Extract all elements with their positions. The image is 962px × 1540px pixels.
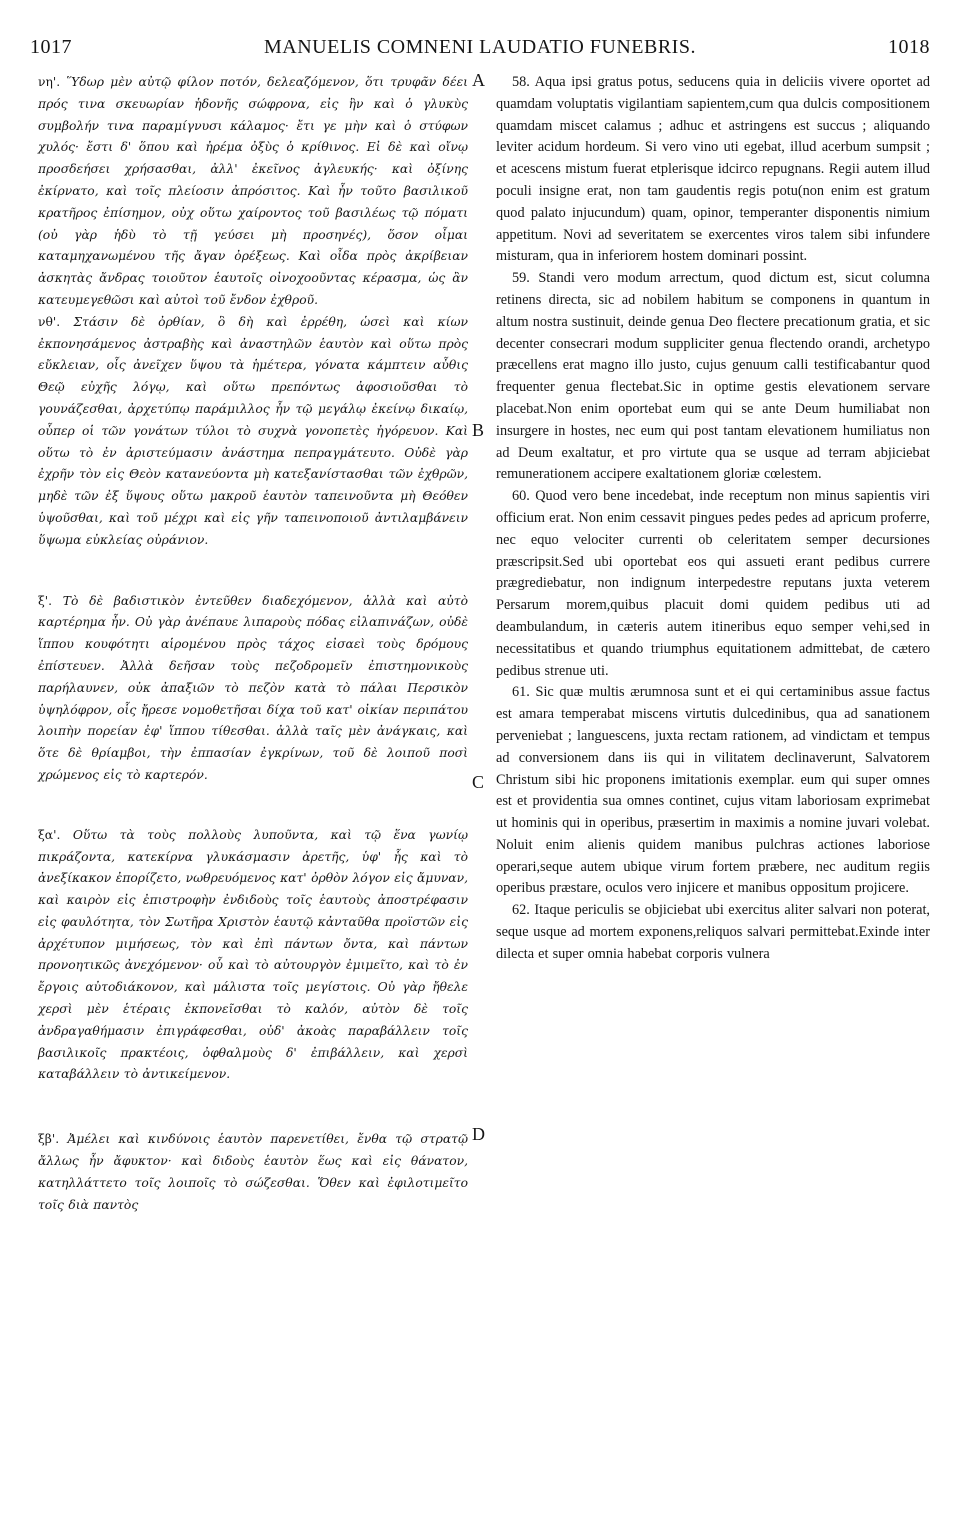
latin-column bbox=[496, 72, 930, 966]
latin-paragraph-61 bbox=[496, 682, 930, 900]
section-number: ξβ'. bbox=[38, 1132, 60, 1147]
paragraph-text: Στάσιν δὲ ὀρθίαν, ὃ δὴ καὶ ἐρρέθη, ὡσεὶ καὶ κίων ἐκπονησάμενος ἀστραβὴς καὶ ἀναστηλῶν ἑαυτὸν καὶ οὕτω πρὸς εὔκλειαν, οἷς ἀνεῖχεν ὕψου τὰ ἡμέτερα, γόνατα κάμπτειν αὖθις Θεῷ εὐχῆς λόγῳ, καὶ οὕτω πρεπόντως ἀφοσιοῦσθαι τὸ γουνάζεσθαι, ἀρχετύπῳ παράμιλλος ἦν τῷ μεγάλῳ ἐκείνῳ δικαίῳ, οὗπερ οἱ τῶν γονάτων τύλοι τὸ συχνὰ γονοπετὲς ἠγόρευον. Καὶ οὕτω τὸ ἐν ἀριστεύμασιν ἀνάστημα πεπραγμάτευτο. Οὐδὲ γὰρ ἐχρῆν τὸν εἰς Θεὸν κατανεύοντα μὴ κατεξανίστασθαι τῶν ἐχθρῶν, μηδὲ τῶν ἐξ ὕψους οὕτω μακροῦ ἑαυτὸν ταπεινοῦντα μὴ Θεόθεν ὑψοῦσθαι, καὶ τοῦ μέχρι καὶ εἰς γῆν ταπεινοποιοῦ ἀντιλαμβάνειν ὕψωμα εὐκλείας οὐράνιον. bbox=[38, 314, 468, 547]
greek-paragraph-58 bbox=[38, 72, 468, 312]
paragraph-text: Οὕτω τὰ τοὺς πολλοὺς λυποῦντα, καὶ τῷ ἕνα γωνίῳ πικράζοντα, κατεκίρνα γλυκάσμασιν ἀρετῆς, ὑφ' ἧς καὶ τὸ ἀνεξίκακον ἐπορίζετο, νωθρευόμενος κατ' ὀρθὸν λόγον εἰς ἄμυναν, καὶ καιρὸν εἰς ἐπιστροφὴν ἐνδιδοὺς τοῖς ἑαυτοὺς ἀποστρέφασιν εἰς φαυλότητα, τὸν Σωτῆρα Χριστὸν ἑαυτῷ κἀνταῦθα προϊστῶν εἰς ἀρχέτυπον μιμήσεως, τὸν καὶ ἐπὶ πάντων ὄντα, καὶ πάντων προνοητικῶς ἀνεχόμενον· οὗ καὶ τὸ αὐτουργὸν ἐμιμεῖτο, καὶ τὸ ἐν ἔργοις αὐτοδιάκονον, καὶ μάλιστα τοῖς μεγίστοις. Οὐ γὰρ ἤθελε χερσὶ μὲν ἑτέραις ἐκπονεῖσθαι τὸ καλόν, αὐτὸν δὲ τοῖς ἀνδραγαθήμασιν ἐπιγράφεσθαι, οὐδ' ἀκοὰς παραβάλλειν τοῖς βασιλικοῖς πρακτέοις, ὀφθαλμοὺς δ' ἐπιβάλλειν, καὶ χερσὶ καταβάλλειν τὸ ἀντικείμενον. bbox=[38, 827, 468, 1082]
running-title: MANUELIS COMNENI LAUDATIO FUNEBRIS. bbox=[264, 36, 696, 58]
greek-paragraph-61 bbox=[38, 825, 468, 1087]
section-number: νθ'. bbox=[38, 314, 61, 329]
paragraph-text: Itaque periculis se objiciebat ubi exercitus aliter salvari non poterat, seque usque ad mortem exponens,reliquos salvari permittebat.Exinde inter dilecta et super omnia habebat corporis vulnera bbox=[496, 902, 930, 962]
paragraph-text: Τὸ δὲ βαδιστικὸν ἐντεῦθεν διαδεχόμενον, ἀλλὰ καὶ αὐτὸ καρτέρημα ἦν. Οὐ γὰρ ἀνέπαυε λιπαροὺς πόδας εἰλαπινάζων, οὐδὲ ἵππου κουφότητι αἱρομένου πρὸς τάχος εἰσαεὶ τοὺς δρόμους ἐπίστευεν. Ἀλλὰ δεῆσαν τοὺς πεζοδρομεῖν ἐπιστημονικοὺς παρήλαυνεν, οὐκ ἀπαξιῶν τὸ πεζὸν κατὰ τὸ πάλαι Περσικὸν ὑψηλόφρον, οἷς ἤρεσε νομοθετῆσαι δίχα τοῦ κατ' οἰκίαν περιπάτου λοιπὴν πορείαν ἐφ' ἵππου τίθεσθαι. ἀλλὰ ταῖς μὲν ἀνάγκαις, καὶ ὅτε δὲ θρίαμβοι, τὴν ἐππασίαν ἐγκρίνων, τοῦ δὲ λοιποῦ ποσὶ χρώμενος εἰς τὸ καρτερόν. bbox=[38, 593, 468, 782]
section-number: 59. bbox=[512, 270, 530, 287]
section-number: νη'. bbox=[38, 75, 61, 89]
latin-paragraph-60 bbox=[496, 486, 930, 682]
latin-paragraph-59 bbox=[496, 268, 930, 486]
margin-letter-d: D bbox=[472, 1124, 485, 1144]
paragraph-text: Ἀμέλει καὶ κινδύνοις ἑαυτὸν παρενετίθει, ἔνθα τῷ στρατῷ ἄλλως ἦν ἄφυκτον· καὶ διδοὺς ἑαυτὸν ἕως καὶ εἰς θάνατον, κατηλλάττετο τοῖς λοιποῖς τὸ σώζεσθαι. Ὅθεν καὶ ἐφιλοτιμεῖτο τοῖς διὰ παντὸς bbox=[38, 1132, 468, 1212]
greek-paragraph-62 bbox=[38, 1129, 468, 1216]
section-number: ξα'. bbox=[38, 827, 61, 842]
section-number: 62. bbox=[512, 902, 530, 919]
margin-letter-b: B bbox=[472, 420, 485, 440]
paragraph-text: Aqua ipsi gratus potus, seducens quia in deliciis vivere oportet ad quamdam voluptatis vigilantiam sapientem,cum qua dulcis compositionem quamdam miscet calamus ; adhuc et astringens est succus ; aliquando leviter acidum hordeum. Si vero vino uti egebat, illud acerbum sumpsit ; et acescens mistum fuerat etplerisque idcirco repugnans. Regii autem illud poculi insigne erat, non tam gaudentis regis potu(non enim est gratum quod palato injucundum) quam, opinor, temperanter disponentis nimium appetitum. Novi ad severitatem se exercentes viros talem sibi infundere misturam, qua in inferiorem hostem dominari possint. bbox=[496, 74, 930, 265]
latin-paragraph-58 bbox=[496, 72, 930, 268]
page-header bbox=[30, 36, 930, 64]
paragraph-text: Quod vero bene incedebat, inde receptum non minus sapientis viri officium erat. Non enim cessavit pingues pedes pedes ad apricum proferre, nec equo velociter currenti ob celeritatem semper decursiones præscripsit.Sed ubi oportebat eos qui assueti erant pedibus currere prægrediebatur, non indignum interpedestre reputans juxta veterem Persarum morem,quibus placuit domi quidem pedibus uti ad deambulandum, in cæteris autem itineribus equo semper vehi,sed in necessitatibus et quando triumphus equitationem admittebat, de cætero pedibus strenue uti. bbox=[496, 488, 931, 679]
paragraph-text: Standi vero modum arrectum, quod dictum est, sicut columna retinens directa, sic ad nobilem habitum se componens in quantum in altum nostra sustinuit, deinde genua Deo flectere precationum gratia, et sic decenter consecrari modum suppliciter genua flectendo orandi, archetypo præcellens erat magno illo justo, cujus genuum calli testificabantur quod frequenter genua flectebat.Sic in optime gestis elevationem servare placebat.Non enim oportebat eum qui se ante Deum humiliabat non insurgere in hostes, nec eum qui post tantam elevationem humiliatus non ad Deum exaltatur, et pro virtute qua se usque ad terram abjiciebat remunerationem accipere exaltationem gloriæ cœlestem. bbox=[496, 270, 930, 483]
paragraph-text: Ὕδωρ μὲν αὐτῷ φίλον ποτόν, δελεαζόμενον, ὅτι τρυφᾶν δέει πρός τινα σκευωρίαν ἡδονῆς σώφρονα, εἰς ἣν καὶ ὁ γλυκὺς συμβολήν τινα παραμίγνυσι κάλαμος· ἔτι γε μὴν καὶ ὁ στύφων χυλός· ἔστι δ' ὅπου καὶ ἠρέμα ὀξὺς ὁ κρίθινος. Εἰ δὲ καὶ οἴνῳ προσδεήσει χρήσασθαι, ἀλλ' ἐκεῖνος ἀγλευκής· καὶ ὀξίνης ἐκίρνατο, καὶ τοῖς πλείοσιν ἀπρόσιτος. Καὶ ἦν τοῦτο βασιλικοῦ κρατῆρος ἐπίσημον, οὐχ οὕτω χαίροντος τοῦ βασιλέως τῷ πόματι (οὐ γὰρ ἡδὺ τὸ τῇ γεύσει μὴ προσηνές), ὅσον οἶμαι καταμηχανωμένου τῆς ἄγαν ὀρέξεως. Καὶ οἶδα πρὸς ἀκρίβειαν ἀσκητὰς ἄνδρας τοιοῦτον ἑαυτοῖς οἰνοχοοῦντας κέρασμα, ὡς ἂν κατευμεγεθῶσι καὶ αὐτοὶ τοῦ ἔνδον ἐχθροῦ. bbox=[38, 75, 468, 307]
page-number-right: 1018 bbox=[888, 36, 930, 58]
latin-paragraph-62 bbox=[496, 900, 930, 965]
page-number-left: 1017 bbox=[30, 36, 72, 58]
paragraph-text: Sic quæ multis ærumnosa sunt et ei qui certaminibus assue factus est amara temperabat miscens virtutis dulcedinibus, qua ad sanationem perveniebat ; languescens, juxta rectam rationem, ad vindictam et tempus ad conversionem dans iis qui in vilitatem declinaverunt, Salvatorem Christum sibi hic proponens imitationis exemplar. eum qui super omnes est et providentia sua omnes continet, cujus vitam laboriosam exprimebat ut hominis qui in operibus, præsertim in maximis a nomine juvari volebat. Noluit enim alienis quidem manibus pulchras actiones laboriose operari,seque autem ubique virum fortem præbere, nec auditum regiis operibus præstare, oculos vero injicere et manibus oppositum projicere. bbox=[496, 684, 930, 897]
margin-letter-c: C bbox=[472, 772, 485, 792]
section-number: 60. bbox=[512, 488, 530, 505]
section-number: 61. bbox=[512, 684, 530, 701]
section-number: ξ'. bbox=[38, 593, 53, 608]
margin-letter-a: A bbox=[472, 70, 485, 90]
greek-paragraph-59 bbox=[38, 312, 468, 552]
greek-paragraph-60 bbox=[38, 591, 468, 787]
section-number: 58. bbox=[512, 74, 530, 90]
greek-column bbox=[38, 72, 468, 1216]
